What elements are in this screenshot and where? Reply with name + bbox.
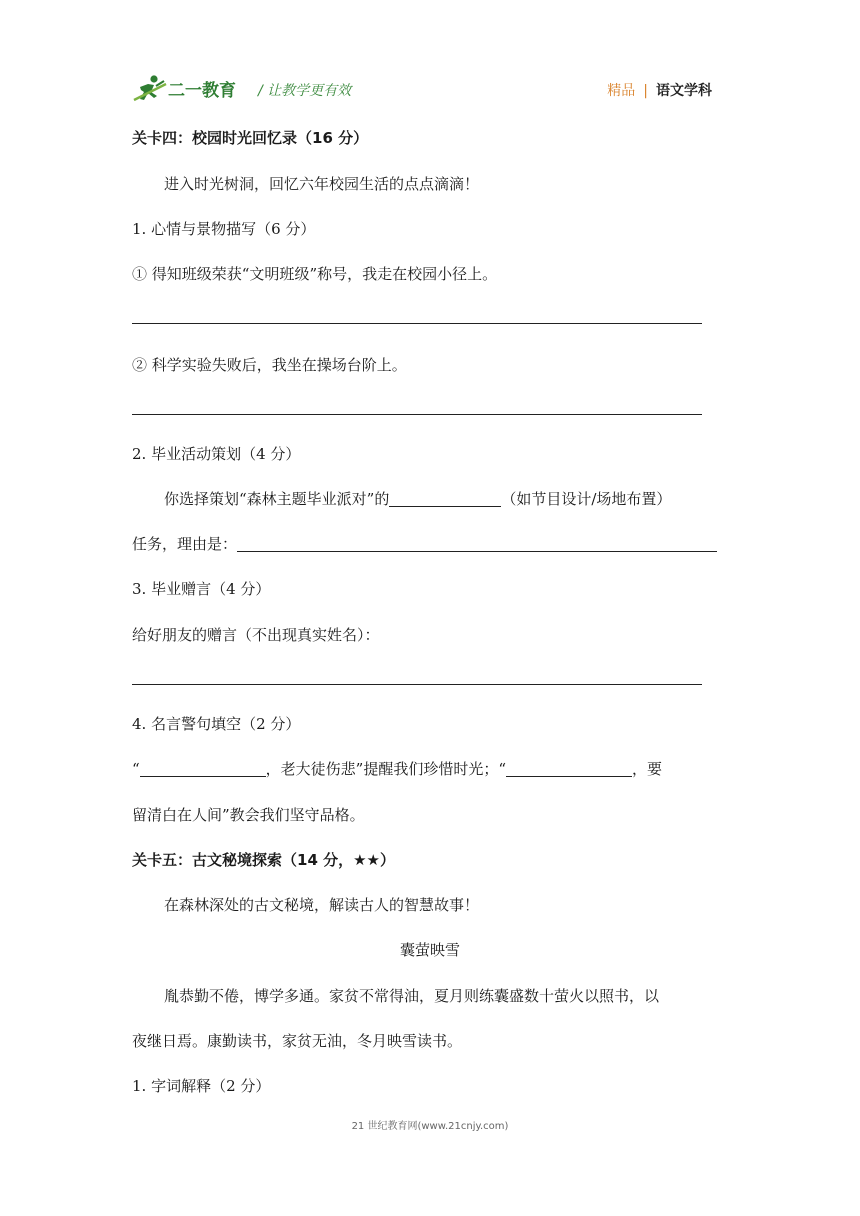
q2-line2	[132, 533, 717, 554]
blank-proverb-2[interactable]	[506, 776, 632, 777]
passage-line2: 夜继日焉。康勤读书，家贫无油，冬月映雪读书。	[132, 1032, 463, 1050]
q4-part1: ，老大徒伤悲”提醒我们珍惜时光；“	[265, 760, 507, 778]
section4-intro: 进入时光树洞，回忆六年校园生活的点点滴滴！	[164, 175, 480, 193]
subject-badge	[607, 80, 712, 100]
q2-line1	[164, 488, 671, 509]
q4-open-quote: “	[132, 760, 140, 778]
q2-text-b: （如节目设计/场地布置）	[501, 490, 672, 508]
q3-title: 3. 毕业赠言（4 分）	[132, 580, 271, 598]
page-header	[132, 72, 722, 106]
q4-line2: 留清白在人间”教会我们坚守品格。	[132, 806, 365, 824]
section4-title: 关卡四：校园时光回忆录（16 分）	[132, 129, 369, 147]
q1-item1: ① 得知班级荣获“文明班级”称号，我走在校园小径上。	[132, 265, 498, 283]
section5-q1-title: 1. 字词解释（2 分）	[132, 1077, 271, 1095]
passage-line1: 胤恭勤不倦，博学多通。家贫不常得油，夏月则练囊盛数十萤火以照书，以	[164, 987, 660, 1005]
q2-text-a: 你选择策划“森林主题毕业派对”的	[164, 490, 390, 508]
q4-line1	[132, 758, 662, 779]
q2-text-c: 任务，理由是：	[132, 535, 238, 553]
runner-logo-icon	[132, 74, 168, 104]
answer-line-q1-2[interactable]	[132, 414, 702, 415]
badge-subject: 语文学科	[656, 83, 712, 99]
passage-title: 囊萤映雪	[399, 941, 460, 959]
page-footer: 21 世纪教育网(www.21cnjy.com)	[351, 1121, 509, 1132]
q1-title: 1. 心情与景物描写（6 分）	[132, 220, 316, 238]
q1-item2: ② 科学实验失败后，我坐在操场台阶上。	[132, 356, 407, 374]
blank-proverb-1[interactable]	[140, 776, 266, 777]
section5-title: 关卡五：古文秘境探索（14 分，★★）	[132, 851, 395, 869]
badge-quality: 精品	[607, 83, 636, 99]
answer-line-q3[interactable]	[132, 684, 702, 685]
q4-title: 4. 名言警句填空（2 分）	[132, 715, 301, 733]
q3-prompt: 给好朋友的赠言（不出现真实姓名）：	[132, 626, 380, 644]
blank-reason[interactable]	[237, 551, 717, 552]
logo	[132, 72, 244, 106]
answer-line-q1-1[interactable]	[132, 323, 702, 324]
q2-title: 2. 毕业活动策划（4 分）	[132, 445, 301, 463]
header-slogan: / 让教学更有效	[258, 83, 352, 99]
logo-text: 二一教育	[168, 81, 236, 101]
badge-separator: |	[643, 83, 648, 99]
q4-part2: ，要	[632, 760, 663, 778]
section5-intro: 在森林深处的古文秘境，解读古人的智慧故事！	[164, 896, 480, 914]
blank-task-choice[interactable]	[389, 506, 501, 507]
